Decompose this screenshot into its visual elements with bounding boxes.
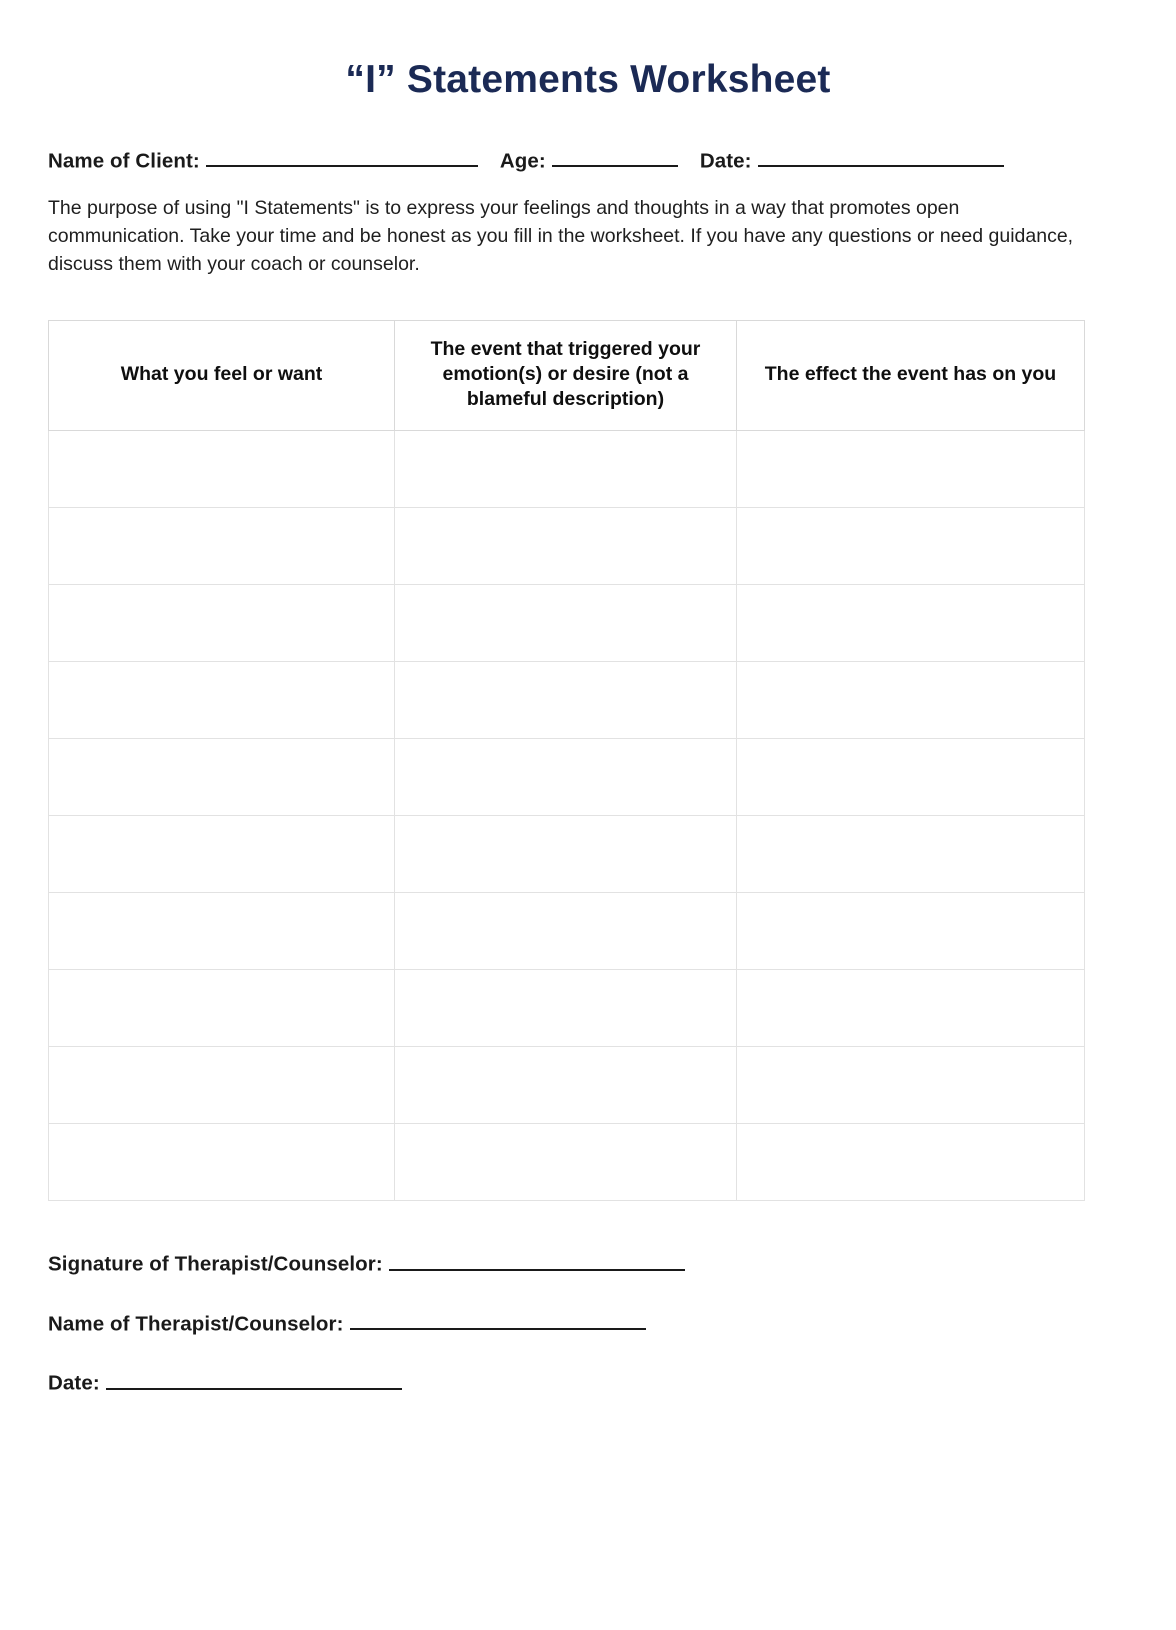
therapist-date-row — [48, 1366, 1128, 1396]
therapist-signature-row — [48, 1247, 1128, 1277]
cell-effect[interactable] — [737, 585, 1085, 662]
client-date-input[interactable] — [758, 144, 1004, 168]
client-name-label: Name of Client: — [48, 149, 200, 173]
column-header-triggering-event: The event that triggered your emotion(s) or desire (not a blameful description) — [395, 321, 737, 431]
cell-triggering-event[interactable] — [395, 431, 737, 508]
therapist-name-input[interactable] — [350, 1307, 646, 1331]
cell-feel-or-want[interactable] — [49, 1047, 395, 1124]
cell-triggering-event[interactable] — [395, 1047, 737, 1124]
client-age-input[interactable] — [552, 144, 678, 168]
therapist-signature-input[interactable] — [389, 1247, 685, 1271]
table-body — [49, 431, 1085, 1201]
intro-paragraph: The purpose of using "I Statements" is to express your feelings and thoughts in a way that promotes open communication. Take your time and be honest as you fill in the worksheet. If you have any questions or need guidance, discuss them with your coach or counselor. — [48, 197, 1074, 275]
cell-feel-or-want[interactable] — [49, 585, 395, 662]
table-row — [49, 585, 1085, 662]
cell-feel-or-want[interactable] — [49, 431, 395, 508]
cell-effect[interactable] — [737, 662, 1085, 739]
table-row — [49, 816, 1085, 893]
client-age-label: Age: — [499, 149, 546, 173]
cell-triggering-event[interactable] — [395, 1124, 737, 1201]
cell-effect[interactable] — [737, 970, 1085, 1047]
cell-triggering-event[interactable] — [395, 893, 737, 970]
page-title: “I” Statements Worksheet — [345, 58, 831, 101]
cell-triggering-event[interactable] — [395, 739, 737, 816]
therapist-signature-label: Signature of Therapist/Counselor: — [48, 1252, 383, 1276]
signature-block — [48, 1247, 1128, 1396]
cell-effect[interactable] — [737, 1124, 1085, 1201]
cell-triggering-event[interactable] — [395, 508, 737, 585]
cell-effect[interactable] — [737, 816, 1085, 893]
table-row — [49, 1124, 1085, 1201]
cell-triggering-event[interactable] — [395, 970, 737, 1047]
client-info-line — [48, 144, 1128, 174]
table-row — [49, 893, 1085, 970]
therapist-date-input[interactable] — [106, 1366, 402, 1390]
table-row — [49, 662, 1085, 739]
cell-effect[interactable] — [737, 1047, 1085, 1124]
cell-effect[interactable] — [737, 508, 1085, 585]
client-date-label: Date: — [699, 149, 752, 173]
table-row — [49, 739, 1085, 816]
column-header-feel-or-want: What you feel or want — [49, 321, 395, 431]
cell-effect[interactable] — [737, 739, 1085, 816]
table-row — [49, 1047, 1085, 1124]
cell-effect[interactable] — [737, 893, 1085, 970]
therapist-name-label: Name of Therapist/Counselor: — [48, 1312, 344, 1336]
cell-feel-or-want[interactable] — [49, 508, 395, 585]
table-row — [49, 508, 1085, 585]
table-row — [49, 970, 1085, 1047]
cell-feel-or-want[interactable] — [49, 662, 395, 739]
cell-feel-or-want[interactable] — [49, 893, 395, 970]
cell-triggering-event[interactable] — [395, 816, 737, 893]
cell-feel-or-want[interactable] — [49, 970, 395, 1047]
cell-triggering-event[interactable] — [395, 662, 737, 739]
client-name-input[interactable] — [206, 144, 478, 168]
table-row — [49, 431, 1085, 508]
cell-triggering-event[interactable] — [395, 585, 737, 662]
therapist-name-row — [48, 1307, 1128, 1337]
i-statements-table — [48, 320, 1085, 1201]
table-header-row — [49, 321, 1085, 431]
cell-feel-or-want[interactable] — [49, 739, 395, 816]
cell-feel-or-want[interactable] — [49, 1124, 395, 1201]
therapist-date-label: Date: — [48, 1371, 100, 1395]
column-header-effect: The effect the event has on you — [737, 321, 1085, 431]
cell-feel-or-want[interactable] — [49, 816, 395, 893]
cell-effect[interactable] — [737, 431, 1085, 508]
